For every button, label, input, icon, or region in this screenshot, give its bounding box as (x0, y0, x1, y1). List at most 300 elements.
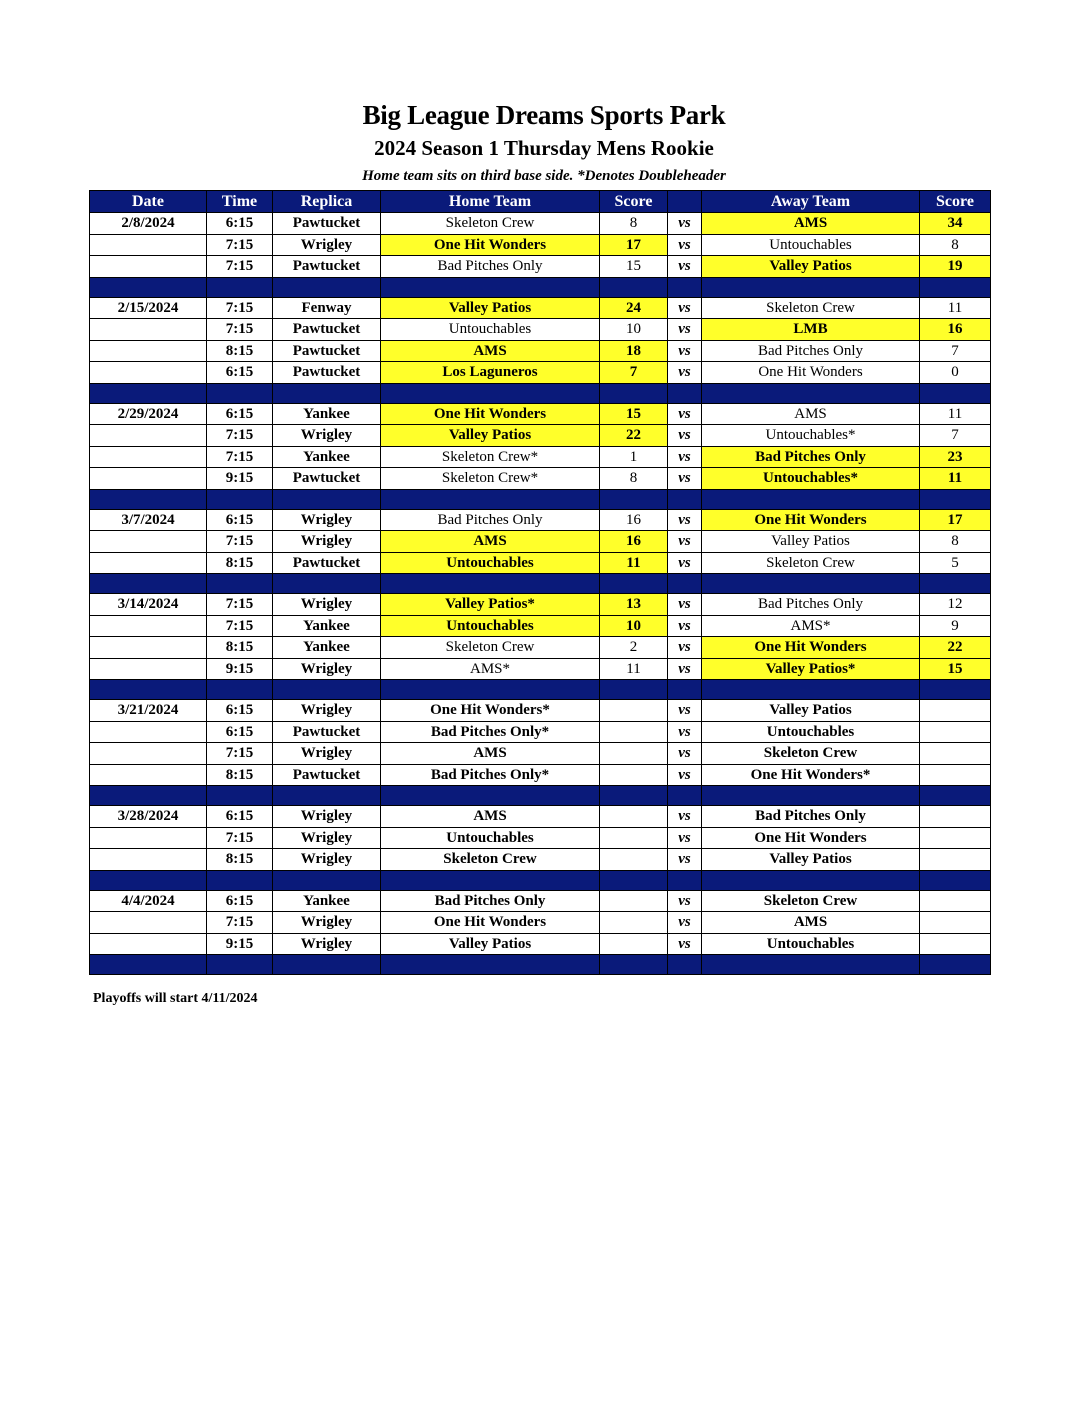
separator-cell (273, 955, 381, 975)
game-row (90, 425, 991, 447)
game-date: 3/14/2024 (90, 594, 207, 616)
home-team: Skeleton Crew* (381, 446, 600, 468)
game-time: 8:15 (207, 637, 273, 659)
game-time: 7:15 (207, 531, 273, 553)
away-team: Skeleton Crew (702, 297, 920, 319)
home-team: AMS (381, 743, 600, 765)
game-row (90, 933, 991, 955)
home-score (600, 764, 668, 786)
col-header-away-score: Score (920, 191, 991, 213)
home-team: One Hit Wonders (381, 403, 600, 425)
away-team: Valley Patios (702, 849, 920, 871)
away-score: 5 (920, 552, 991, 574)
game-time: 7:15 (207, 827, 273, 849)
separator-cell (273, 786, 381, 806)
separator-cell (600, 870, 668, 890)
col-header-away-team: Away Team (702, 191, 920, 213)
away-score (920, 890, 991, 912)
away-score: 9 (920, 615, 991, 637)
away-score: 0 (920, 362, 991, 384)
away-score (920, 721, 991, 743)
home-team: Skeleton Crew* (381, 468, 600, 490)
vs-label: vs (668, 234, 702, 256)
separator-cell (702, 870, 920, 890)
home-score: 17 (600, 234, 668, 256)
game-replica-field: Wrigley (273, 849, 381, 871)
home-score: 11 (600, 658, 668, 680)
away-team: Untouchables (702, 721, 920, 743)
home-score: 16 (600, 531, 668, 553)
home-team: Bad Pitches Only* (381, 764, 600, 786)
separator-cell (207, 870, 273, 890)
game-time: 7:15 (207, 319, 273, 341)
game-time: 6:15 (207, 509, 273, 531)
home-score: 11 (600, 552, 668, 574)
home-team: AMS* (381, 658, 600, 680)
game-row (90, 362, 991, 384)
home-score: 24 (600, 297, 668, 319)
separator-cell (381, 786, 600, 806)
away-score (920, 700, 991, 722)
away-team: Bad Pitches Only (702, 806, 920, 828)
separator-cell (668, 786, 702, 806)
game-date: 2/29/2024 (90, 403, 207, 425)
home-score: 8 (600, 468, 668, 490)
home-score: 15 (600, 256, 668, 278)
game-time: 9:15 (207, 468, 273, 490)
home-team: AMS (381, 340, 600, 362)
game-date: 3/21/2024 (90, 700, 207, 722)
vs-label: vs (668, 700, 702, 722)
vs-label: vs (668, 849, 702, 871)
away-team: Bad Pitches Only (702, 340, 920, 362)
home-team: Untouchables (381, 552, 600, 574)
separator-cell (381, 489, 600, 509)
game-time: 7:15 (207, 446, 273, 468)
vs-label: vs (668, 658, 702, 680)
game-replica-field: Yankee (273, 446, 381, 468)
home-team: One Hit Wonders (381, 234, 600, 256)
vs-label: vs (668, 764, 702, 786)
separator-cell (920, 786, 991, 806)
home-score: 10 (600, 615, 668, 637)
game-time: 9:15 (207, 933, 273, 955)
separator-cell (668, 489, 702, 509)
separator-cell (600, 489, 668, 509)
vs-label: vs (668, 340, 702, 362)
home-score: 1 (600, 446, 668, 468)
away-team: AMS (702, 403, 920, 425)
col-header-home-score: Score (600, 191, 668, 213)
separator-cell (920, 489, 991, 509)
separator-cell (920, 383, 991, 403)
col-header-home-team: Home Team (381, 191, 600, 213)
away-score: 7 (920, 425, 991, 447)
game-date (90, 637, 207, 659)
game-time: 8:15 (207, 340, 273, 362)
game-date (90, 234, 207, 256)
separator-cell (207, 489, 273, 509)
col-header-date: Date (90, 191, 207, 213)
game-replica-field: Pawtucket (273, 468, 381, 490)
game-row (90, 552, 991, 574)
home-team: AMS (381, 531, 600, 553)
separator-cell (381, 955, 600, 975)
game-row (90, 509, 991, 531)
home-score (600, 890, 668, 912)
game-time: 7:15 (207, 912, 273, 934)
game-replica-field: Wrigley (273, 234, 381, 256)
away-team: Untouchables (702, 933, 920, 955)
vs-label: vs (668, 403, 702, 425)
game-replica-field: Wrigley (273, 827, 381, 849)
separator-cell (600, 277, 668, 297)
week-separator-row (90, 870, 991, 890)
home-team: Bad Pitches Only (381, 256, 600, 278)
home-team: Valley Patios* (381, 594, 600, 616)
game-row (90, 213, 991, 235)
home-score: 10 (600, 319, 668, 341)
game-row (90, 637, 991, 659)
game-date: 2/15/2024 (90, 297, 207, 319)
away-team: Skeleton Crew (702, 552, 920, 574)
week-separator-row (90, 489, 991, 509)
home-team: Untouchables (381, 319, 600, 341)
page-title: Big League Dreams Sports Park (362, 100, 726, 130)
separator-cell (207, 786, 273, 806)
game-replica-field: Yankee (273, 403, 381, 425)
separator-cell (920, 955, 991, 975)
home-score: 15 (600, 403, 668, 425)
separator-cell (207, 383, 273, 403)
col-header-vs (668, 191, 702, 213)
vs-label: vs (668, 362, 702, 384)
game-time: 8:15 (207, 849, 273, 871)
game-date: 2/8/2024 (90, 213, 207, 235)
game-row (90, 806, 991, 828)
game-time: 8:15 (207, 764, 273, 786)
away-score: 16 (920, 319, 991, 341)
away-team: Valley Patios (702, 256, 920, 278)
home-team: One Hit Wonders (381, 912, 600, 934)
game-replica-field: Wrigley (273, 933, 381, 955)
separator-cell (273, 489, 381, 509)
away-score: 15 (920, 658, 991, 680)
game-time: 7:15 (207, 615, 273, 637)
game-replica-field: Yankee (273, 615, 381, 637)
game-replica-field: Fenway (273, 297, 381, 319)
game-time: 7:15 (207, 594, 273, 616)
away-team: One Hit Wonders (702, 362, 920, 384)
game-row (90, 890, 991, 912)
game-date (90, 827, 207, 849)
game-date (90, 425, 207, 447)
separator-cell (668, 955, 702, 975)
home-team: Skeleton Crew (381, 637, 600, 659)
col-header-replica: Replica (273, 191, 381, 213)
home-team: Skeleton Crew (381, 849, 600, 871)
playoffs-note: Playoffs will start 4/11/2024 (93, 991, 258, 1006)
separator-cell (90, 955, 207, 975)
game-time: 7:15 (207, 256, 273, 278)
game-time: 7:15 (207, 234, 273, 256)
home-score (600, 721, 668, 743)
game-date (90, 721, 207, 743)
game-row (90, 594, 991, 616)
game-date: 4/4/2024 (90, 890, 207, 912)
home-score: 22 (600, 425, 668, 447)
separator-cell (702, 786, 920, 806)
game-replica-field: Pawtucket (273, 319, 381, 341)
game-replica-field: Wrigley (273, 509, 381, 531)
away-score (920, 849, 991, 871)
home-team: One Hit Wonders* (381, 700, 600, 722)
game-replica-field: Yankee (273, 890, 381, 912)
away-score: 12 (920, 594, 991, 616)
away-team: Valley Patios (702, 531, 920, 553)
separator-cell (600, 574, 668, 594)
game-date (90, 658, 207, 680)
game-replica-field: Wrigley (273, 912, 381, 934)
separator-cell (381, 574, 600, 594)
away-score: 11 (920, 403, 991, 425)
game-row (90, 297, 991, 319)
away-score (920, 933, 991, 955)
vs-label: vs (668, 890, 702, 912)
separator-cell (702, 955, 920, 975)
away-team: One Hit Wonders (702, 509, 920, 531)
away-team: One Hit Wonders (702, 637, 920, 659)
game-row (90, 658, 991, 680)
away-score: 8 (920, 234, 991, 256)
separator-cell (702, 574, 920, 594)
game-row (90, 531, 991, 553)
game-row (90, 340, 991, 362)
game-date (90, 256, 207, 278)
separator-cell (90, 489, 207, 509)
game-row (90, 468, 991, 490)
away-team: Untouchables* (702, 425, 920, 447)
away-score: 11 (920, 297, 991, 319)
game-replica-field: Pawtucket (273, 213, 381, 235)
game-replica-field: Pawtucket (273, 340, 381, 362)
away-score: 8 (920, 531, 991, 553)
home-score (600, 806, 668, 828)
vs-label: vs (668, 446, 702, 468)
home-score (600, 933, 668, 955)
week-separator-row (90, 786, 991, 806)
separator-cell (600, 383, 668, 403)
away-team: Skeleton Crew (702, 743, 920, 765)
game-replica-field: Pawtucket (273, 721, 381, 743)
week-separator-row (90, 383, 991, 403)
separator-cell (207, 277, 273, 297)
home-score (600, 827, 668, 849)
game-replica-field: Wrigley (273, 700, 381, 722)
game-replica-field: Yankee (273, 637, 381, 659)
vs-label: vs (668, 933, 702, 955)
home-team: Valley Patios (381, 425, 600, 447)
home-score (600, 743, 668, 765)
away-score (920, 912, 991, 934)
home-team: Bad Pitches Only* (381, 721, 600, 743)
game-replica-field: Pawtucket (273, 552, 381, 574)
away-score: 23 (920, 446, 991, 468)
vs-label: vs (668, 297, 702, 319)
separator-cell (668, 870, 702, 890)
header-row (90, 191, 991, 213)
week-separator-row (90, 955, 991, 975)
home-team: AMS (381, 806, 600, 828)
away-team: Valley Patios* (702, 658, 920, 680)
vs-label: vs (668, 637, 702, 659)
game-time: 7:15 (207, 743, 273, 765)
away-team: Valley Patios (702, 700, 920, 722)
away-score: 11 (920, 468, 991, 490)
away-team: AMS (702, 912, 920, 934)
vs-label: vs (668, 213, 702, 235)
home-score: 16 (600, 509, 668, 531)
separator-cell (90, 383, 207, 403)
game-row (90, 912, 991, 934)
separator-cell (920, 277, 991, 297)
vs-label: vs (668, 721, 702, 743)
away-score: 34 (920, 213, 991, 235)
away-team: AMS (702, 213, 920, 235)
game-time: 6:15 (207, 213, 273, 235)
game-time: 6:15 (207, 890, 273, 912)
separator-cell (702, 680, 920, 700)
game-time: 6:15 (207, 721, 273, 743)
game-time: 9:15 (207, 658, 273, 680)
away-team: Bad Pitches Only (702, 594, 920, 616)
home-score (600, 912, 668, 934)
separator-cell (702, 383, 920, 403)
separator-cell (273, 574, 381, 594)
separator-cell (702, 277, 920, 297)
game-date (90, 319, 207, 341)
separator-cell (668, 277, 702, 297)
game-date (90, 764, 207, 786)
season-subtitle: 2024 Season 1 Thursday Mens Rookie (374, 136, 714, 160)
game-row (90, 615, 991, 637)
home-score (600, 849, 668, 871)
away-score: 17 (920, 509, 991, 531)
home-team: Valley Patios (381, 297, 600, 319)
col-header-time: Time (207, 191, 273, 213)
separator-cell (381, 383, 600, 403)
vs-label: vs (668, 552, 702, 574)
game-date: 3/28/2024 (90, 806, 207, 828)
separator-cell (600, 955, 668, 975)
game-replica-field: Wrigley (273, 806, 381, 828)
game-date (90, 912, 207, 934)
home-score: 13 (600, 594, 668, 616)
separator-cell (600, 680, 668, 700)
game-row (90, 721, 991, 743)
away-team: Skeleton Crew (702, 890, 920, 912)
separator-cell (668, 680, 702, 700)
separator-cell (90, 277, 207, 297)
game-time: 8:15 (207, 552, 273, 574)
away-score (920, 764, 991, 786)
schedule-body (90, 213, 991, 975)
separator-cell (90, 786, 207, 806)
game-row (90, 403, 991, 425)
home-team: Bad Pitches Only (381, 890, 600, 912)
game-row (90, 764, 991, 786)
away-score: 19 (920, 256, 991, 278)
away-score: 7 (920, 340, 991, 362)
game-date: 3/7/2024 (90, 509, 207, 531)
separator-cell (273, 383, 381, 403)
vs-label: vs (668, 468, 702, 490)
home-team: Skeleton Crew (381, 213, 600, 235)
away-team: Untouchables (702, 234, 920, 256)
home-team: Bad Pitches Only (381, 509, 600, 531)
game-date (90, 468, 207, 490)
home-team: Untouchables (381, 827, 600, 849)
game-replica-field: Pawtucket (273, 764, 381, 786)
away-score (920, 827, 991, 849)
separator-cell (920, 574, 991, 594)
game-date (90, 362, 207, 384)
game-row (90, 319, 991, 341)
vs-label: vs (668, 319, 702, 341)
separator-cell (207, 574, 273, 594)
week-separator-row (90, 277, 991, 297)
doubleheader-note: Home team sits on third base side. *Denotes Doubleheader (362, 168, 726, 184)
separator-cell (207, 680, 273, 700)
game-date (90, 743, 207, 765)
separator-cell (668, 383, 702, 403)
separator-cell (702, 489, 920, 509)
vs-label: vs (668, 531, 702, 553)
game-time: 6:15 (207, 403, 273, 425)
home-score: 2 (600, 637, 668, 659)
separator-cell (600, 786, 668, 806)
separator-cell (381, 277, 600, 297)
game-time: 6:15 (207, 362, 273, 384)
vs-label: vs (668, 806, 702, 828)
separator-cell (273, 680, 381, 700)
away-team: One Hit Wonders (702, 827, 920, 849)
separator-cell (920, 870, 991, 890)
game-replica-field: Pawtucket (273, 362, 381, 384)
separator-cell (920, 680, 991, 700)
game-replica-field: Wrigley (273, 531, 381, 553)
vs-label: vs (668, 594, 702, 616)
game-row (90, 849, 991, 871)
away-score: 22 (920, 637, 991, 659)
game-replica-field: Wrigley (273, 743, 381, 765)
vs-label: vs (668, 425, 702, 447)
game-time: 6:15 (207, 700, 273, 722)
vs-label: vs (668, 615, 702, 637)
home-team: Untouchables (381, 615, 600, 637)
separator-cell (668, 574, 702, 594)
separator-cell (381, 680, 600, 700)
game-date (90, 615, 207, 637)
away-team: AMS* (702, 615, 920, 637)
separator-cell (90, 680, 207, 700)
separator-cell (90, 870, 207, 890)
schedule-table (89, 190, 991, 975)
game-date (90, 933, 207, 955)
home-team: Los Laguneros (381, 362, 600, 384)
home-score (600, 700, 668, 722)
separator-cell (381, 870, 600, 890)
